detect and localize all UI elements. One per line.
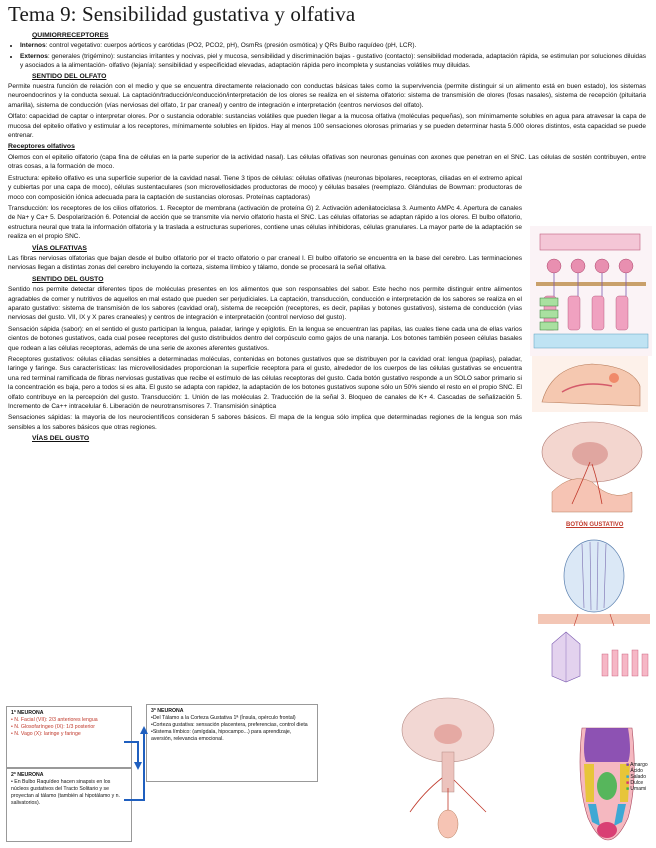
arrow-head-icon <box>134 762 142 770</box>
externos-text: : generales (trigémino): sustancias irritantes y nocivas, piel y mucosa, sensibilidad y discriminación bajas - gustativo (contacto): sensibilidad moderada, adaptación rápida, se estimulan por soluciones diluidas y asociados a la alimentación- olfativo (lejanía): sensibilidad y especificidad elevadas, adaptación rápida pero incompleta y sustancias volátiles muy diluidas. <box>20 52 646 70</box>
taste-cell-figure <box>536 628 596 686</box>
receptores-heading: Receptores olfativos <box>8 143 75 151</box>
n1-title: 1ª NEURONA <box>11 710 44 716</box>
vias-olfativas-heading: VÍAS OLFATIVAS <box>32 244 87 252</box>
n2-text: • En Bulbo Raquídeo hacen sinapsis en los núcleos gustativos del Tracto Solitario y se proyectan al tálamo (también al hipotálamo y n. salivatorios). <box>11 779 120 806</box>
legend-item: ■ Umami <box>626 786 647 792</box>
olfato-p4: Estructura: epitelio olfativo es una superficie superior de la cavidad nasal. Tiene 3 tipos de células: células olfativas (neuronas bipolares, receptoras, ciliadas en el extremo apical y cubiertas por una capa de moco), células sustentaculares (son microvellosidades productoras de moco) y células basales (reemplazo. Glándulas de Bowman: productoras de moco con composición iónica adecuada para la captación de sustancias olorosas. Proteínas captadoras) <box>8 174 522 201</box>
olfato-p1: Permite nuestra función de relación con el medio y que se encuentra directamente relacionado con conductas básicas tales como la supervivencia (permite distinguir si un alimento está en buen estado), los sistemas neuroendocrinos y la conducta sexual. La captación/traducción/conducción/interpretación de los olores se realiza en el sistema olfatorio: sistema de transmisión de olores (fosas nasales), sistema de recepción (pituitaria amarilla), sistema de conducción (vías nerviosas del olfato, 1r par craneal) y centro de integración e interpretación (centros nerviosos del olfato). <box>8 83 646 109</box>
n1-item: • N. Glosofaríngeo (IX): 1/3 posterior <box>11 724 95 730</box>
gusto-p2: Sensación sápida (sabor): en el sentido el gusto participan la lengua, paladar, laringe y epiglotis. En la lengua se encuentran las papilas, las cuales tiene cada una de ellas varios cientos de botones gustativos, cada cual posee receptores del gusto distribuidos dentro del corpúsculo como gajos de una naranja. Los botones también poseen células basales que rodean a las células receptoras, además de una serie de axones aferentes gustativos. <box>8 325 522 352</box>
olfato-p3: Olemos con el epitelio olfatorio (capa fina de células en la parte superior de la actividad nasal). Las células olfativas son neuronas genuinas con axones que penetran en el SNC. Las células de sostén contribuyen, entre otras cosas, a la formación de moco. <box>8 153 646 171</box>
legend-item: ■ Ácido <box>626 768 643 774</box>
neurona-2-box <box>6 768 132 842</box>
quimio-list <box>8 41 646 70</box>
gusto-p1: Sentido nos permite detectar diferentes tipos de moléculas presentes en los alimentos que son responsables del sabor. Este hecho nos permite distinguir entre alimentos agradables de comer y nutritivos de aquellos en mal estado que pueden ser perjudiciales. La captación, transducción, conducción e interpretación de los sabores se realiza en el aparato gustativo: sistema de transmisión de los sabores (cavidad oral), sistema de recepción (receptores, es decir, papilas y botones gustativos), sistema de conducción (vías nerviosas del gusto. VII, IX y X pares craneales) y centros de integración e interpretación (control nervioso del gusto). <box>8 286 522 322</box>
legend-acido: Ácido <box>630 768 643 774</box>
neurona-1-box <box>6 706 132 768</box>
gusto-p3: Receptores gustativos: células ciliadas sensibles a determinadas moléculas, contenidas en botones gustativos que se distribuyen por la cavidad oral: lengua (papilas), paladar, laringe y faringe. Sus características: las microvellosidades proporcionan la superficie receptora para el gusto, alrededor de los cuerpos de las células gustativas se encuentra una red terminal ramificada de fibras nerviosas gustativas que recibe el estímulo de las células receptoras del gusto. Cada botón gustativo responde a un SOLO sabor primario si la concentración es baja, pero a todos si es alta. El gusto se adapta con rapidez, la adaptación de los botones gustativos supone sólo un 50% siendo el resto en el propio SNC. El olfato contribuye en la percepción del gusto. Transducción: 1. Unión de las moléculas 2. Traducción de la señal 3. Bloqueo de canales de K+ 4. Cascadas de señalización 5. Incremento de Ca++ intracelular 6. Liberación de neurotransmisores 7. Transmisión sináptica <box>8 356 522 411</box>
legend-salado: Salado <box>630 774 646 780</box>
legend-item: ■ Salado <box>626 774 646 780</box>
tongue-legend <box>626 762 648 792</box>
papillae-figure <box>598 634 650 682</box>
gusto-heading: SENTIDO DEL GUSTO <box>32 275 104 283</box>
nasal-cavity-figure <box>532 356 648 412</box>
internos-label: Internos <box>20 42 46 50</box>
olfato-p2: Olfato: capacidad de captar o interpretar olores. Por o sustancia odorable: sustancias volátiles que pueden llegar a la mucosa olfativa (moléculas pequeñas), son mínimamente solubles en agua para atravesar la capa de mucosa del epitelio olfativo y estimular a los receptores, mínimamente solubles en lípidos. Hay al menos 100 sensaciones olorosas primarias y se pueden determinar hasta 5.000 olores distintos, esta capacidad se puede entrenar. <box>8 113 646 140</box>
neurona-3-box <box>146 704 318 782</box>
olfato-heading: SENTIDO DEL OLFATO <box>32 72 107 80</box>
n3-title: 3ª NEURONA <box>151 708 184 714</box>
quimio-heading: QUIMIORRECEPTORES <box>32 32 109 39</box>
arrow-down-icon <box>124 742 138 764</box>
n3-line: •Corteza gustativa: sensación placentera, preferencias, control dieta <box>151 722 308 728</box>
externos-label: Externos <box>20 52 48 60</box>
legend-item: ■ Dulce <box>626 780 644 786</box>
legend-umami: Umami <box>630 786 647 792</box>
n2-title: 2ª NEURONA <box>11 772 44 778</box>
list-item <box>20 41 646 50</box>
olfato-p6: Las fibras nerviosas olfatorias que bajan desde el bulbo olfatorio por el tracto olfatorio o par craneal I. El bulbo olfatorio se encuentra en la base del cerebro. Las terminaciones nerviosas llegan a distintas zonas del cerebro incluyendo la corteza, sistema límbico y tálamo, donde se procesará la señal olfativa. <box>8 254 522 272</box>
arrow-head-icon <box>140 726 148 734</box>
taste-bud-figure <box>538 532 650 628</box>
internos-text: : control vegetativo: cuerpos aórticos y carótidas (PO2, PCO2, pH), OsmRs (presión osmótica) y QRs Bulbo raquídeo (pH, LCR). <box>45 42 417 50</box>
olfato-p5: Transducción: los receptores de los cilios olfatorios. 1. Receptor de membrana (activación de proteína G) 2. Activación adenilatociclasa 3. Aumento AMPc 4. Apertura de canales de Na+ y Ca+ 5. Despolarización 6. Potencial de acción que se transmite vía nervio olfatorio hasta el SNC. Las células olfatorias se adaptan rápido a los olores. El bulbo olfatorio, estructura neural que trata la información olfatoria y la traslada a estructuras superiores, contiene unas células inhibidoras, células granulares. La mayor parte de la adaptación se realiza en el propio SNC. <box>8 204 522 241</box>
gustatory-pathway-figure <box>532 412 650 522</box>
gusto-p4: Sensaciones sápidas: la mayoría de los neurocientíficos consideran 5 sabores básicos. El mapa de la lengua sólo implica que determinadas regiones de la lengua son más sensibles a los sabores básicos que otras regiones. <box>8 414 522 431</box>
n3-line: •Del Tálamo a la Corteza Gustativa 1ª (Ínsula, opérculo frontal) <box>151 715 296 721</box>
vias-gusto-heading: VÍAS DEL GUSTO <box>32 435 90 443</box>
list-item <box>20 52 646 71</box>
legend-item: ■ Amargo <box>626 762 648 768</box>
n3-line: •Sistema límbico: (amígdala, hipocampo...) para aprendizaje, aversión, relevancia emocional. <box>151 729 292 742</box>
legend-dulce: Dulce <box>630 780 644 786</box>
page-title: Tema 9: Sensibilidad gustativa y olfativa <box>8 2 356 26</box>
flow-arrows <box>118 726 150 816</box>
n1-item: • N. Facial (VII): 2/3 anteriores lengua <box>11 717 98 723</box>
gustatory-brain-figure <box>390 692 506 842</box>
olfactory-epithelium-figure <box>530 226 652 356</box>
taste-bud-label: BOTÓN GUSTATIVO <box>566 522 624 528</box>
n1-item: • N. Vago (X): laringe y faringe <box>11 731 81 737</box>
legend-amargo: Amargo <box>630 762 648 768</box>
